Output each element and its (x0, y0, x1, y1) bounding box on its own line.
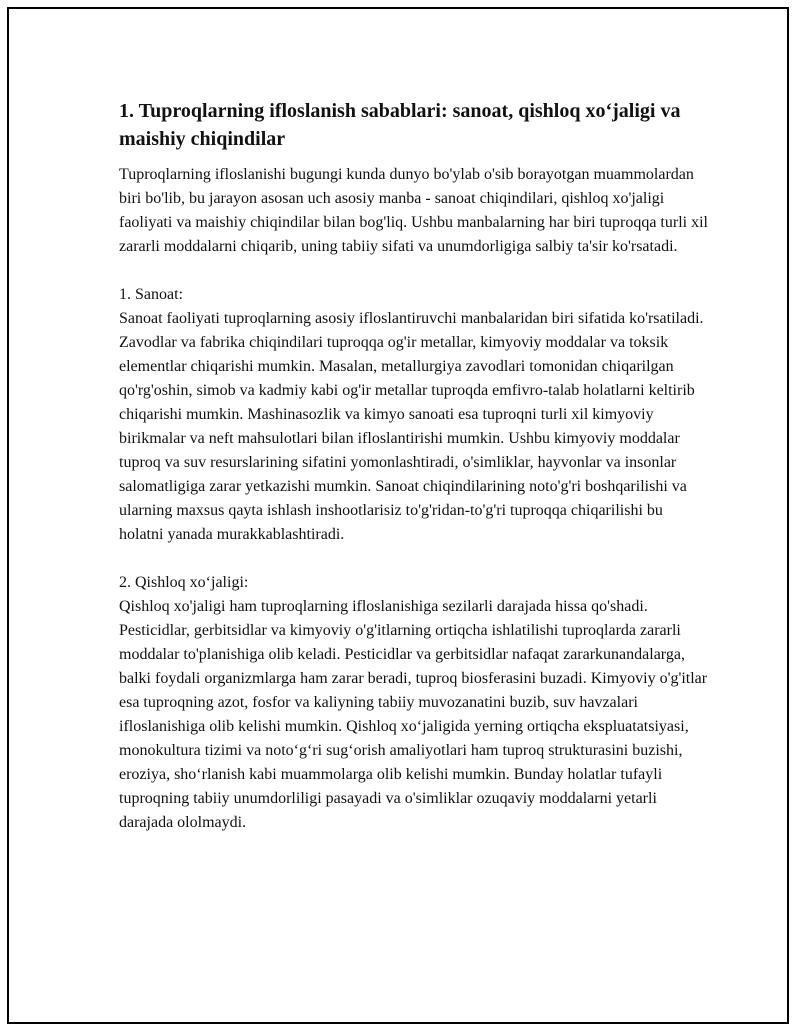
section-body: Qishloq xo'jaligi ham tuproqlarning ifloslanishiga sezilarli darajada hissa qo'shadi. Pesticidlar, gerbitsidlar va kimyoviy o'g'itlarning ortiqcha ishlatilishi tuproqlarda zararli moddalar to'planishiga olib keladi. Pesticidlar va gerbitsidlar nafaqat zararkunandalarga, balki foydali organizmlarga ham zarar beradi, tuproq biosferasini buzadi. Kimyoviy o'g'itlar esa tuproqning azot, fosfor va kaliyning tabiiy muvozanatini buzib, suv havzalari ifloslanishiga olib kelishi mumkin. Qishloq xo‘jaligida yerning ortiqcha ekspluatatsiyasi, monokultura tizimi va noto‘g‘ri sug‘orish amaliyotlari ham tuproq strukturasini buzishi, eroziya, sho‘rlanish kabi muammolarga olib kelishi mumkin. Bunday holatlar tufayli tuproqning tabiiy unumdorliligi pasayadi va o'simliklar ozuqaviy moddalarni yetarli darajada ololmaydi. (119, 598, 708, 831)
section-heading: 1. Tuproqlarning ifloslanish sabablari: sanoat, qishloq xo‘jaligi va maishiy chiqindilar (119, 100, 681, 150)
intro-paragraph: Tuproqlarning ifloslanishi bugungi kunda dunyo bo'ylab o'sib borayotgan muammolardan biri bo'lib, bu jarayon asosan uch asosiy manba - sanoat chiqindilari, qishloq xo'jaligi faoliyati va maishiy chiqindilar bilan bog'liq. Ushbu manbalarning har biri tuproqqa turli xil zararli moddalarni chiqarib, uning tabiiy sifati va unumdorligiga salbiy ta'sir ko'rsatadi. (119, 166, 708, 255)
document-page (7, 7, 789, 1024)
section-body: Sanoat faoliyati tuproqlarning asosiy ifloslantiruvchi manbalaridan biri sifatida ko'rsatiladi. Zavodlar va fabrika chiqindilari tuproqqa og'ir metallar, kimyoviy moddalar va toksik elementlar chiqarishi mumkin. Masalan, metallurgiya zavodlari tomonidan chiqarilgan qo'rg'oshin, simob va kadmiy kabi og'ir metallar tuproqda emfivro-talab holatlarni keltirib chiqarishi mumkin. Mashinasozlik va kimyo sanoati esa tuproqni turli xil kimyoviy birikmalar va neft mahsulotlari bilan ifloslantirishi mumkin. Ushbu kimyoviy moddalar tuproq va suv resurslarining sifatini yomonlashtiradi, o'simliklar, hayvonlar va insonlar salomatligiga zarar yetkazishi mumkin. Sanoat chiqindilarining noto'g'ri boshqarilishi va ularning maxsus qayta ishlash inshootlarisiz to'g'ridan-to'g'ri tuproqqa chiqarilishi bu holatni yanada murakkablashtiradi. (119, 310, 704, 543)
document-content (119, 97, 709, 835)
section-industry (119, 283, 709, 547)
section-title: 2. Qishloq xo‘jaligi: (119, 574, 249, 591)
section-title: 1. Sanoat: (119, 286, 183, 303)
section-agriculture (119, 571, 709, 835)
